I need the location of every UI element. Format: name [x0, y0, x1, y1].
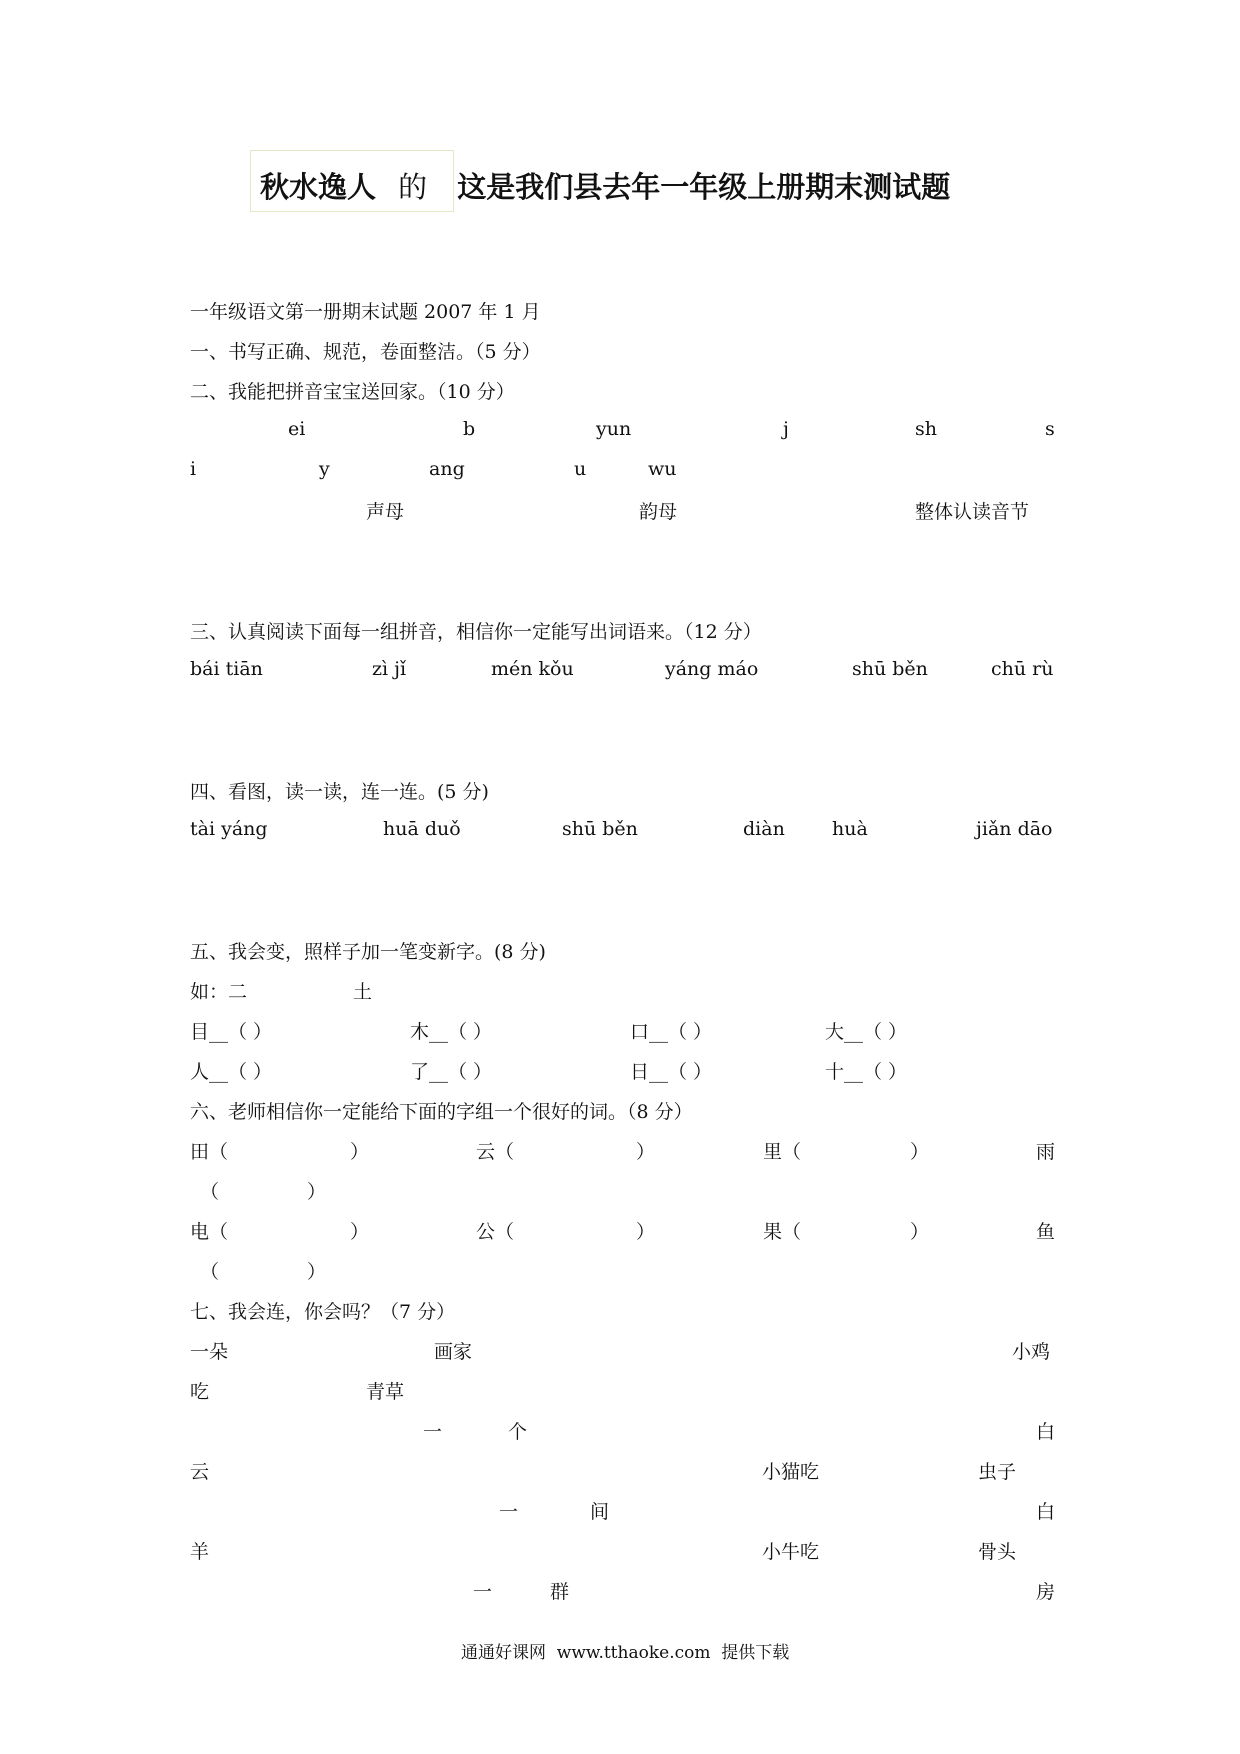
pinyin-item: wu [648, 458, 677, 480]
pinyin-item: s [1045, 418, 1055, 440]
page-footer: 通通好课网 www.tthaoke.com 提供下载 [461, 1643, 790, 1663]
word-group-close: ） [350, 1221, 370, 1243]
add-stroke-item: 木__（ ） [410, 1021, 493, 1043]
word-group-close: ） [910, 1141, 930, 1163]
q5-example-prefix: 如：二 [190, 981, 248, 1003]
pinyin-word: mén kǒu [491, 658, 574, 680]
word-group-item: 电（ [190, 1221, 229, 1243]
add-stroke-item: 大__（ ） [825, 1021, 908, 1043]
pinyin-item: j [783, 418, 789, 440]
match-word: 羊 [190, 1541, 210, 1563]
match-word: 白 [1036, 1501, 1056, 1523]
pinyin-word: yáng máo [665, 658, 759, 680]
q7-label: 七、我会连，你会吗？（7 分） [190, 1301, 456, 1323]
pinyin-item: u [574, 458, 587, 480]
word-group-item: 里（ [763, 1141, 802, 1163]
exam-heading: 一年级语文第一册期末试题 2007 年 1 月 [190, 301, 541, 323]
q4-label: 四、看图，读一读，连一连。(5 分) [190, 781, 489, 803]
pinyin-item: yun [596, 418, 632, 440]
word-group-item: 公（ [476, 1221, 515, 1243]
match-word: 青草 [366, 1381, 405, 1403]
pinyin-word: huā duǒ [383, 818, 461, 840]
q6-label: 六、老师相信你一定能给下面的字组一个很好的词。（8 分） [190, 1101, 693, 1123]
match-word: 吃 [190, 1381, 210, 1403]
add-stroke-item: 日__（ ） [630, 1061, 713, 1083]
word-group-item: 田（ [190, 1141, 229, 1163]
add-stroke-item: 口__（ ） [630, 1021, 713, 1043]
pinyin-word: zì jǐ [372, 658, 407, 680]
word-group-close: ） [307, 1261, 327, 1283]
title-text: 这是我们县去年一年级上册期末测试题 [457, 170, 951, 204]
page-title [260, 165, 950, 206]
q5-example-result: 土 [353, 981, 373, 1003]
pinyin-item: ei [288, 418, 306, 440]
pinyin-item: i [190, 458, 197, 480]
add-stroke-item: 人__（ ） [190, 1061, 273, 1083]
match-word: 画家 [434, 1341, 473, 1363]
word-group-item: 雨 [1036, 1141, 1056, 1163]
match-word: 个 [508, 1421, 528, 1443]
word-group-item: 果（ [763, 1221, 802, 1243]
word-group-close: ） [636, 1221, 656, 1243]
title-de: 的 [398, 170, 428, 204]
match-word: 一 [473, 1581, 493, 1603]
match-word: 一 [499, 1501, 519, 1523]
word-group-item: 鱼 [1036, 1221, 1056, 1243]
pinyin-word: bái tiān [190, 658, 263, 680]
add-stroke-item: 目__（ ） [190, 1021, 273, 1043]
match-word: 小鸡 [1012, 1341, 1051, 1363]
match-word: 小猫吃 [762, 1461, 820, 1483]
category-label: 韵母 [639, 501, 678, 523]
pinyin-word: jiǎn dāo [976, 818, 1053, 840]
match-word: 一 [423, 1421, 443, 1443]
pinyin-word: shū běn [852, 658, 928, 680]
title-author: 秋水逸人 [260, 170, 377, 204]
match-word: 白 [1036, 1421, 1056, 1443]
pinyin-word: tài yáng [190, 818, 268, 840]
word-group-item: 云（ [476, 1141, 515, 1163]
pinyin-word: huà [832, 818, 868, 840]
match-word: 间 [590, 1501, 610, 1523]
match-word: 云 [190, 1461, 210, 1483]
match-word: 群 [550, 1581, 570, 1603]
match-word: 虫子 [978, 1461, 1017, 1483]
add-stroke-item: 了__（ ） [410, 1061, 493, 1083]
q5-label: 五、我会变，照样子加一笔变新字。(8 分) [190, 941, 546, 963]
word-group-open: （ [200, 1261, 220, 1283]
q1-label: 一、书写正确、规范，卷面整洁。（5 分） [190, 341, 541, 363]
pinyin-word: diàn [743, 818, 785, 840]
category-label: 整体认读音节 [915, 501, 1030, 523]
word-group-close: ） [350, 1141, 370, 1163]
match-word: 小牛吃 [762, 1541, 820, 1563]
match-word: 骨头 [978, 1541, 1017, 1563]
word-group-close: ） [307, 1181, 327, 1203]
word-group-close: ） [636, 1141, 656, 1163]
pinyin-item: sh [915, 418, 937, 440]
q3-label: 三、认真阅读下面每一组拼音，相信你一定能写出词语来。（12 分） [190, 621, 762, 643]
add-stroke-item: 十__（ ） [825, 1061, 908, 1083]
category-label: 声母 [366, 501, 405, 523]
pinyin-word: shū běn [562, 818, 638, 840]
pinyin-item: ang [429, 458, 465, 480]
pinyin-item: b [463, 418, 476, 440]
word-group-close: ） [910, 1221, 930, 1243]
q2-label: 二、我能把拼音宝宝送回家。（10 分） [190, 381, 515, 403]
match-word: 房 [1036, 1581, 1056, 1603]
pinyin-word: chū rù [991, 658, 1054, 680]
word-group-open: （ [200, 1181, 220, 1203]
match-word: 一朵 [190, 1341, 229, 1363]
pinyin-item: y [319, 458, 330, 480]
